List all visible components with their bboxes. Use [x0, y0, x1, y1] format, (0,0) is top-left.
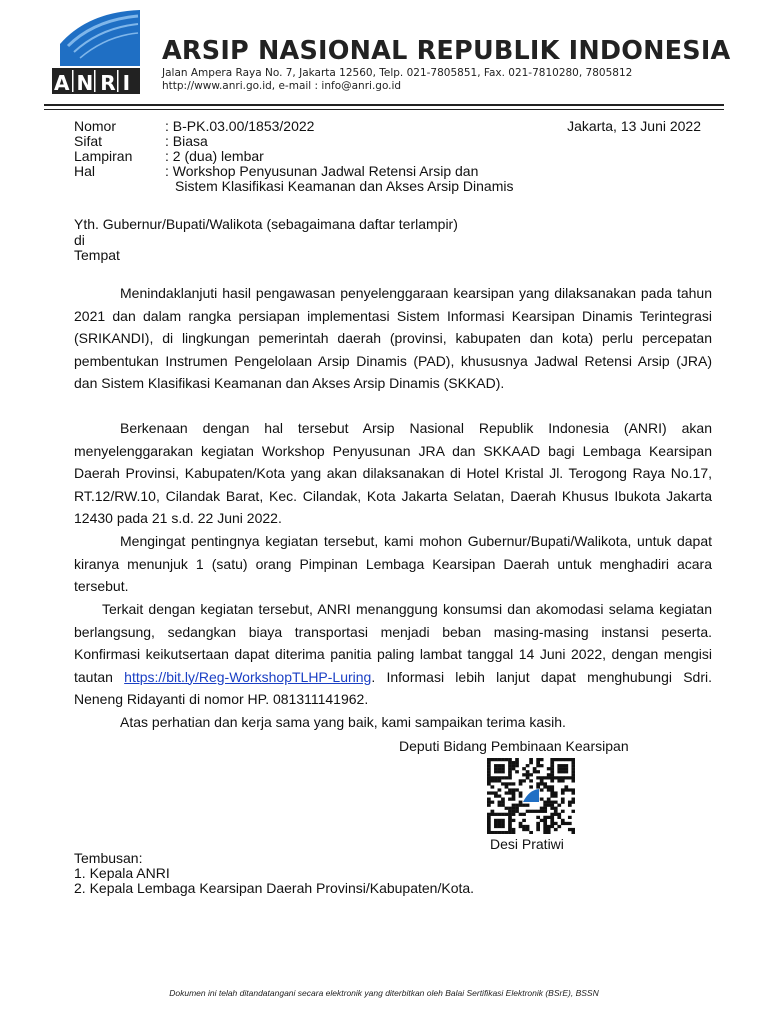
paragraph-1-text: Menindaklanjuti hasil pengawasan penyelenggaraan kearsipan yang dilaksanakan pada tahun 2021 dan dalam rangka persiapan implementasi Sistem Informasi Kearsipan Dinamis Terintegrasi (SRIKANDI), di lingkungan pemerintah daerah (provinsi, kabupaten dan kota) perlu percepatan pembentukan Instrumen Pengelolaan Arsip Dinamis (PAD), khususnya Jadwal Retensi Arsip (JRA) dan Sistem Klasifikasi Keamanan dan Akses Arsip Dinamis (SKKAD). — [74, 285, 712, 391]
paragraph-3-text: Mengingat pentingnya kegiatan tersebut, kami mohon Gubernur/Bupati/Walikota, untuk dapat kiranya menunjuk 1 (satu) orang Pimpinan Lembaga Kearsipan Daerah untuk menghadiri acara tersebut. — [74, 533, 712, 594]
registration-link[interactable]: https://bit.ly/Reg-WorkshopTLHP-Luring — [124, 668, 372, 685]
label-lampiran: Lampiran — [74, 148, 133, 164]
qr-center-logo — [523, 789, 539, 802]
letterhead-rule-thin — [44, 109, 724, 110]
cc-item: 1. Kepala ANRI — [74, 865, 170, 881]
electronic-signature-note: Dokumen ini telah ditandatangani secara elektronik yang diterbitkan oleh Balai Sertifikasi Elektronik (BSrE), BSSN — [169, 988, 599, 998]
value-nomor: : B-PK.03.00/1853/2022 — [165, 118, 315, 134]
cc-item: 2. Kepala Lembaga Kearsipan Daerah Provinsi/Kabupaten/Kota. — [74, 880, 475, 896]
paragraph-2-text: Berkenaan dengan hal tersebut Arsip Nasional Republik Indonesia (ANRI) akan menyelenggarakan kegiatan Workshop Penyusunan JRA dan SKKAAD bagi Lembaga Kearsipan Daerah Provinsi, Kabupaten/Kota yang akan dilaksanakan di Hotel Kristal Jl. Terogong Raya No.17, RT.12/RW.10, Cilandak Barat, Kec. Cilandak, Kota Jakarta Selatan, Daerah Khusus Ibukota Jakarta 12430 pada 21 s.d. 22 Juni 2022. — [74, 420, 712, 526]
label-sifat: Sifat — [74, 133, 103, 149]
value-sifat: : Biasa — [165, 133, 208, 149]
letter-date: Jakarta, 13 Juni 2022 — [567, 118, 701, 134]
paragraph-4-text — [74, 598, 712, 711]
value-hal: : Workshop Penyusunan Jadwal Retensi Arsip dan — [165, 163, 479, 179]
letterhead-address: Jalan Ampera Raya No. 7, Jakarta 12560, Telp. 021-7805851, Fax. 021-7810280, 7805812 — [162, 67, 633, 79]
value-lampiran: : 2 (dua) lembar — [165, 148, 264, 164]
body-paragraph-2 — [74, 417, 712, 530]
anri-logo — [48, 6, 144, 98]
body-paragraph-4 — [74, 598, 712, 711]
body-paragraph-1 — [74, 282, 712, 395]
value-hal-continuation: Sistem Klasifikasi Keamanan dan Akses Arsip Dinamis — [175, 178, 514, 194]
label-hal: Hal — [74, 163, 96, 179]
recipient-tempat: Tempat — [74, 247, 120, 263]
body-paragraph-3 — [74, 530, 712, 598]
recipient-line: Yth. Gubernur/Bupati/Walikota (sebagaimana daftar terlampir) — [74, 216, 458, 232]
cc-heading: Tembusan: — [74, 850, 143, 866]
recipient-di: di — [74, 232, 85, 248]
paragraph-4-tail: . Informasi lebih lanjut dapat menghubungi Sdri. Neneng Ridayanti di nomor HP. 081311141962. — [74, 668, 712, 707]
letterhead-contact: http://www.anri.go.id, e-mail : info@anri.go.id — [162, 80, 402, 92]
label-nomor: Nomor — [74, 118, 117, 134]
signatory-title: Deputi Bidang Pembinaan Kearsipan — [399, 738, 629, 754]
paragraph-4-lead: Terkait dengan kegiatan tersebut, ANRI menanggung konsumsi dan akomodasi selama kegiatan berlangsung, sedangkan biaya transportasi menjadi beban masing-masing instansi peserta. Konfirmasi keikutsertaan dapat diterima panitia paling lambat tanggal 14 Juni 2022, dengan mengisi tautan — [74, 601, 712, 685]
signatory-name: Desi Pratiwi — [490, 836, 564, 852]
logo-wordmark: ANRI — [54, 71, 138, 95]
closing-sentence: Atas perhatian dan kerja sama yang baik, kami sampaikan terima kasih. — [120, 714, 566, 730]
organization-name: ARSIP NASIONAL REPUBLIK INDONESIA — [162, 36, 731, 66]
qr-code-signature — [487, 758, 575, 834]
letterhead-rule-thick — [44, 104, 724, 106]
